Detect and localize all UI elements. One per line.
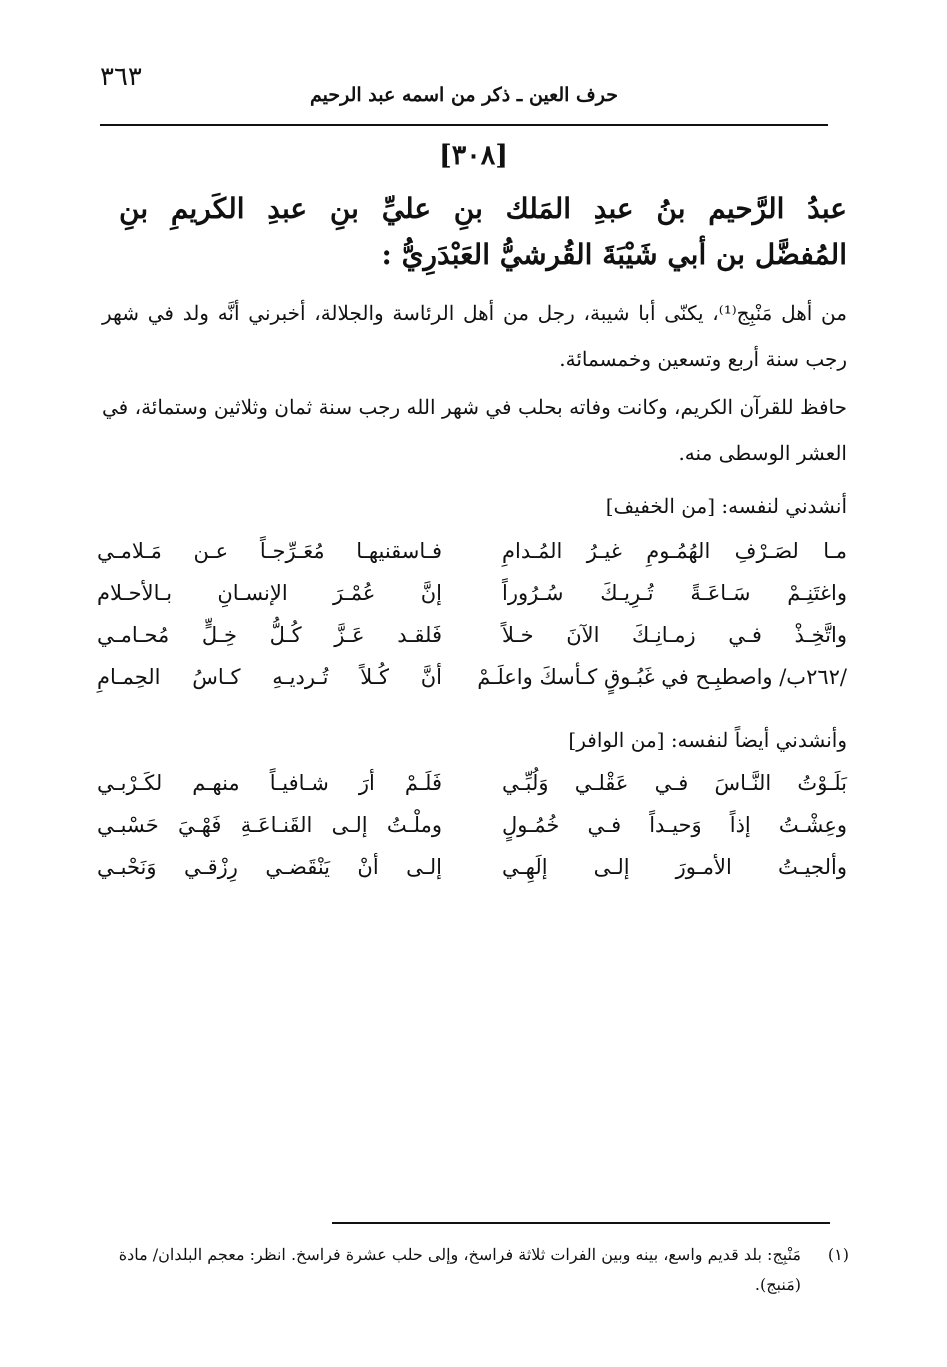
poem-2-intro: وأنشدني أيضاً لنفسه: [من الوافر]: [568, 728, 847, 752]
hemistich-first: واتَّخِـذْ فـي زمـانِـكَ الآنَ خـلاً: [502, 623, 847, 647]
poem-2: [97, 762, 847, 888]
page-number: ٣٦٣: [100, 62, 142, 92]
entry-number: [٣٠٨]: [438, 140, 509, 171]
verse: [97, 846, 847, 888]
footnote: [97, 1240, 849, 1300]
hemistich-second: إنَّ عُمْـرَ الإنسـانِ بـالأحـلام: [97, 581, 442, 605]
verse: [97, 804, 847, 846]
entry-name-line-1: عبدُ الرَّحيم بنُ عبدِ المَلك بنِ عليِّ بنِ عبدِ الكَريمِ بنِ: [119, 192, 848, 225]
hemistich-first: /٢٦٢ب/ واصطبِـح في غَبُـوقٍ كـأسكَ واعلَـمْ: [477, 665, 847, 689]
hemistich-first: مـا لصَـرْفِ الهُمُـومِ غيـرُ المُـدامِ: [502, 539, 847, 563]
biography-paragraph-1: من أهل مَنْبِج⁽¹⁾، يكنّى أبا شيبة، رجل من أهل الرئاسة والجلالة، أخبرني أنَّه ولد في شهر رجب سنة أربع وتسعين وخمسمائة.: [102, 301, 847, 371]
footnote-text: مَنْبِج: بلد قديم واسع، بينه وبين الفرات ثلاثة فراسخ، وإلى حلب عشرة فراسخ. انظر: معجم البلدان/ مادة (مَنبج).: [118, 1245, 801, 1294]
footnote-rule: [332, 1222, 830, 1224]
entry-name-line-2: المُفضَّل بن أبي شَيْبَةَ القُرشيُّ العَبْدَرِيُّ :: [381, 238, 847, 271]
verse: [97, 572, 847, 614]
hemistich-first: وألجيـتُ الأمـورَ إلـى إلَهِـي: [502, 855, 847, 879]
running-title: حرف العين ـ ذكر من اسمه عبد الرحيم: [310, 84, 618, 106]
verse: [97, 762, 847, 804]
poem-1-intro: أنشدني لنفسه: [من الخفيف]: [605, 494, 847, 518]
hemistich-second: فَلقـد عَـزَّ كُـلُّ خِـلٍّ مُحـامـي: [97, 623, 442, 647]
verse: [97, 656, 847, 698]
hemistich-second: أنَّ كُـلاً تُـرديـهِ كـاسُ الحِمـامِ: [97, 665, 442, 689]
hemistich-second: وملْـتُ إلـى القَنـاعَـةِ فَهْـيَ حَسْبـي: [97, 813, 442, 837]
hemistich-first: بَلَـوْتُ النَّـاسَ فـي عَقْلـي وَلُبِّـي: [502, 771, 847, 795]
hemistich-second: فـاسقنيهـا مُعَـرِّجـاً عـن مَـلامـي: [97, 539, 442, 563]
hemistich-first: وعِشْـتُ إذاً وَحيـداً فـي خُمُـولٍ: [502, 813, 847, 837]
hemistich-second: إلـى أنْ يَنْقَضـي رِزْقـي وَنَحْبـي: [97, 855, 442, 879]
verse: [97, 614, 847, 656]
footnote-marker: (١): [827, 1245, 849, 1264]
entry-name-heading: [119, 186, 847, 278]
verse: [97, 530, 847, 572]
hemistich-second: فَلَـمْ أرَ شـافيـاً منهـم لكَـرْبـي: [97, 771, 442, 795]
poem-1: [97, 530, 847, 698]
biography-paragraph-2: حافظ للقرآن الكريم، وكانت وفاته بحلب في شهر الله رجب سنة ثمان وثلاثين وستمائة، في العشر الوسطى منه.: [102, 395, 847, 465]
page-header: [100, 62, 828, 118]
header-rule: [100, 124, 828, 126]
hemistich-first: واغتَنِـمْ سَـاعَـةً تُـرِيـكَ سُـرُوراً: [502, 581, 847, 605]
